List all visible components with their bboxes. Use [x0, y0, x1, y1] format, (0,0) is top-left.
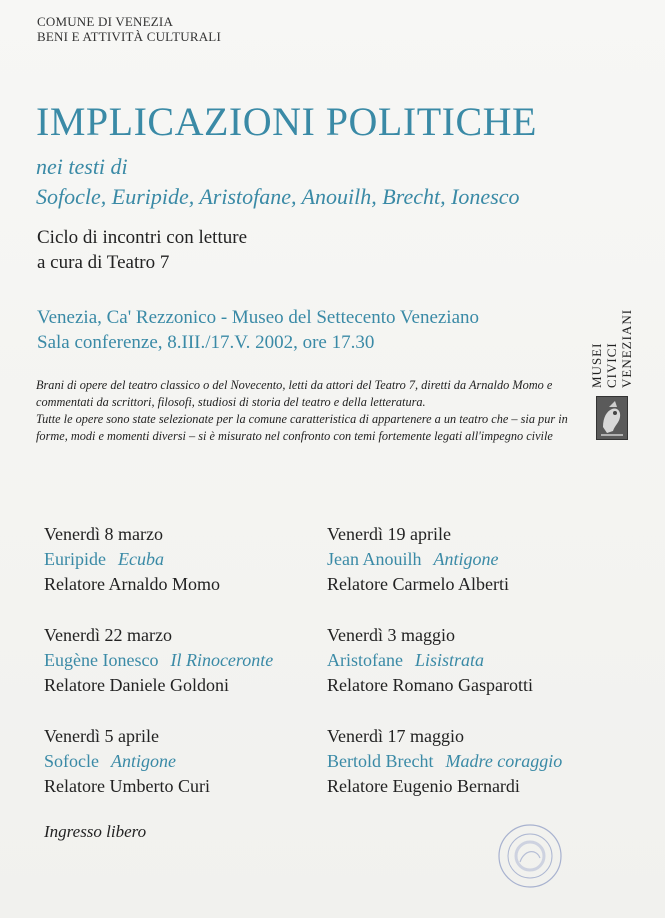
description — [36, 377, 576, 445]
official-stamp-icon — [496, 822, 564, 890]
event-author: Euripide — [44, 549, 106, 569]
event-date: Venerdì 3 maggio — [327, 625, 455, 645]
venue-line-2: Sala conferenze, 8.III./17.V. 2002, ore 17.30 — [37, 332, 375, 353]
event-title: Il Rinoceronte — [170, 650, 274, 670]
event-speaker: Relatore Daniele Goldoni — [44, 675, 229, 695]
event-author: Aristofane — [327, 650, 403, 670]
poster-title: IMPLICAZIONI POLITICHE — [36, 99, 537, 144]
event-title: Lisistrata — [414, 650, 485, 670]
event-title: Ecuba — [117, 549, 164, 569]
poster-subtitle — [36, 152, 520, 212]
event-work — [44, 648, 273, 673]
venue-line-1: Venezia, Ca' Rezzonico - Museo del Settecento Veneziano — [37, 307, 480, 328]
museum-logo — [588, 282, 638, 388]
event-title: Madre coraggio — [445, 751, 563, 771]
event-speaker: Relatore Romano Gasparotti — [327, 675, 533, 695]
event-author: Sofocle — [44, 751, 99, 771]
issuer-line-2: BENI E ATTIVITÀ CULTURALI — [37, 29, 221, 44]
event-author: Eugène Ionesco — [44, 650, 159, 670]
issuer-header — [37, 14, 221, 44]
event-speaker: Relatore Umberto Curi — [44, 776, 210, 796]
event-work — [327, 749, 562, 774]
event-item — [44, 724, 210, 799]
event-date: Venerdì 22 marzo — [44, 625, 172, 645]
subtitle-line-2: Sofocle, Euripide, Aristofane, Anouilh, Brecht, Ionesco — [36, 184, 520, 209]
event-author: Bertold Brecht — [327, 751, 434, 771]
event-item — [327, 623, 533, 698]
event-speaker: Relatore Carmelo Alberti — [327, 574, 509, 594]
description-paragraph-1: Brani di opere del teatro classico o del Novecento, letti da attori del Teatro 7, diretti da Arnaldo Momo e commentati da scrittori, filosofi, studiosi di storia del teatro e della letteratura. — [36, 378, 553, 409]
issuer-line-1: COMUNE DI VENEZIA — [37, 14, 174, 29]
event-item — [44, 522, 220, 597]
subtitle-line-1: nei testi di — [36, 154, 128, 179]
event-work — [327, 547, 509, 572]
venue-info — [37, 305, 479, 355]
event-item — [327, 522, 509, 597]
description-paragraph-2: Tutte le opere sono state selezionate per la comune caratteristica di appartenere a un teatro che – sia pur in forme, modi e momenti diversi – si è misurato nel confronto con temi fortemente legati all'impegno civile — [36, 412, 568, 443]
free-entry-note: Ingresso libero — [44, 822, 147, 841]
event-speaker: Relatore Arnaldo Momo — [44, 574, 220, 594]
event-date: Venerdì 5 aprile — [44, 726, 159, 746]
event-date: Venerdì 17 maggio — [327, 726, 464, 746]
logo-line-3: VENEZIANI — [619, 308, 634, 388]
event-work — [327, 648, 533, 673]
event-date: Venerdì 8 marzo — [44, 524, 163, 544]
event-date: Venerdì 19 aprile — [327, 524, 451, 544]
logo-line-1: MUSEI — [589, 342, 604, 388]
event-item — [44, 623, 273, 698]
event-speaker: Relatore Eugenio Bernardi — [327, 776, 520, 796]
event-author: Jean Anouilh — [327, 549, 422, 569]
logo-line-2: CIVICI — [604, 342, 619, 388]
event-title: Antigone — [433, 549, 499, 569]
cycle-info — [37, 225, 247, 275]
event-work — [44, 547, 220, 572]
event-item — [327, 724, 562, 799]
event-title: Antigone — [110, 751, 176, 771]
cycle-line-2: a cura di Teatro 7 — [37, 252, 170, 273]
cycle-line-1: Ciclo di incontri con letture — [37, 227, 248, 248]
lion-of-st-mark-icon — [596, 396, 628, 440]
event-work — [44, 749, 210, 774]
